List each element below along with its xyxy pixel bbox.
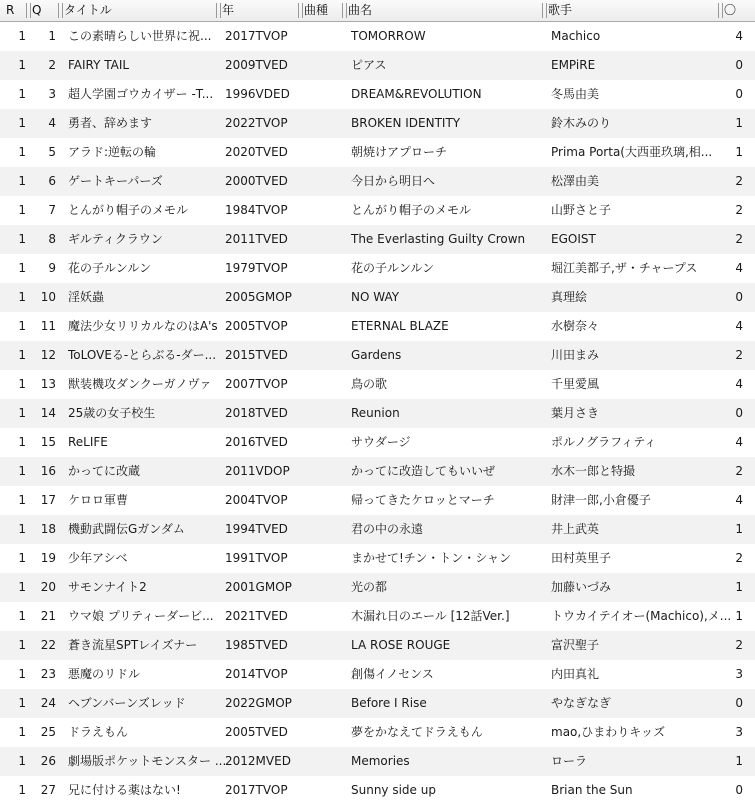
cell-artist: 田村英里子 <box>551 551 612 565</box>
cell-title: ヘブンバーンズレッド <box>68 696 186 710</box>
cell-q: 2 <box>48 58 56 72</box>
cell-count: 3 <box>735 667 743 681</box>
cell-year: 2005 <box>225 319 256 333</box>
cell-year: 2022 <box>225 116 256 130</box>
cell-count: 4 <box>735 435 743 449</box>
cell-song: 今日から明日へ <box>351 174 436 188</box>
cell-genre: VDOP <box>255 464 290 478</box>
cell-q: 6 <box>48 174 56 188</box>
cell-artist: やなぎなぎ <box>551 696 612 710</box>
cell-count: 2 <box>735 551 743 565</box>
cell-q: 25 <box>40 725 56 739</box>
cell-artist: EGOIST <box>551 232 596 246</box>
table-row[interactable] <box>0 718 755 747</box>
cell-title: ReLIFE <box>68 435 108 449</box>
cell-r: 1 <box>18 406 26 420</box>
cell-artist: 冬馬由美 <box>551 87 600 101</box>
cell-count: 1 <box>735 580 743 594</box>
table-row[interactable] <box>0 515 755 544</box>
cell-song: BROKEN IDENTITY <box>351 116 461 130</box>
cell-year: 2009 <box>225 58 256 72</box>
table-row[interactable] <box>0 602 755 631</box>
column-header-artist[interactable]: 歌手 <box>542 0 718 21</box>
cell-title: 花の子ルンルン <box>68 261 152 275</box>
cell-year: 2018 <box>225 406 256 420</box>
cell-r: 1 <box>18 377 26 391</box>
cell-song: 帰ってきたケロッとマーチ <box>351 493 495 507</box>
cell-title: ドラえもん <box>68 725 129 739</box>
cell-song: Reunion <box>351 406 400 420</box>
column-header-bar <box>0 0 755 22</box>
cell-year: 2011 <box>225 232 256 246</box>
cell-title: 淫妖蟲 <box>68 290 105 304</box>
cell-q: 21 <box>40 609 56 623</box>
cell-r: 1 <box>18 290 26 304</box>
cell-title: 悪魔のリドル <box>68 667 141 681</box>
cell-r: 1 <box>18 725 26 739</box>
cell-title: ケロロ軍曹 <box>68 493 129 507</box>
table-row[interactable] <box>0 457 755 486</box>
cell-song: Gardens <box>351 348 402 362</box>
cell-artist: 水樹奈々 <box>551 319 600 333</box>
table-row[interactable] <box>0 22 755 51</box>
cell-q: 16 <box>40 464 56 478</box>
cell-q: 23 <box>40 667 56 681</box>
cell-r: 1 <box>18 319 26 333</box>
cell-count: 0 <box>735 783 743 797</box>
cell-q: 4 <box>48 116 56 130</box>
cell-song: ピアス <box>351 58 387 72</box>
cell-r: 1 <box>18 87 26 101</box>
table-row[interactable] <box>0 341 755 370</box>
cell-year: 1979 <box>225 261 256 275</box>
cell-year: 2014 <box>225 667 256 681</box>
cell-song: 夢をかなえてドラえもん <box>351 725 483 739</box>
cell-genre: GMOP <box>255 290 292 304</box>
cell-title: とんがり帽子のメモル <box>68 203 189 217</box>
cell-song: 君の中の永遠 <box>351 522 424 536</box>
cell-artist: EMPiRE <box>551 58 596 72</box>
cell-q: 13 <box>40 377 56 391</box>
cell-q: 22 <box>40 638 56 652</box>
cell-r: 1 <box>18 493 26 507</box>
cell-q: 10 <box>40 290 56 304</box>
cell-artist: 真理絵 <box>551 290 588 304</box>
cell-artist: 千里愛風 <box>551 377 600 391</box>
cell-count: 0 <box>735 58 743 72</box>
cell-count: 1 <box>735 754 743 768</box>
cell-genre: TVOP <box>255 377 288 391</box>
cell-year: 1996 <box>225 87 256 101</box>
cell-q: 20 <box>40 580 56 594</box>
cell-year: 2017 <box>225 783 256 797</box>
cell-song: 創傷イノセンス <box>351 667 434 681</box>
cell-r: 1 <box>18 116 26 130</box>
cell-genre: MVED <box>255 754 291 768</box>
table-row[interactable] <box>0 631 755 660</box>
cell-genre: TVED <box>255 435 288 449</box>
cell-song: DREAM&REVOLUTION <box>351 87 482 101</box>
column-header-year[interactable]: 年 <box>216 0 298 21</box>
table-row[interactable] <box>0 51 755 80</box>
cell-genre: TVOP <box>255 667 288 681</box>
cell-title: 魔法少女リリカルなのはA's <box>68 319 218 333</box>
cell-q: 7 <box>48 203 56 217</box>
cell-q: 5 <box>48 145 56 159</box>
cell-r: 1 <box>18 145 26 159</box>
cell-title: 超人学園ゴウカイザー -T... <box>68 87 214 101</box>
cell-artist: 松澤由美 <box>551 174 600 188</box>
cell-r: 1 <box>18 348 26 362</box>
cell-count: 2 <box>735 638 743 652</box>
cell-r: 1 <box>18 522 26 536</box>
cell-genre: TVOP <box>255 493 288 507</box>
cell-song: 木漏れ日のエール [12話Ver.] <box>351 609 510 623</box>
cell-genre: TVOP <box>255 551 288 565</box>
cell-song: NO WAY <box>351 290 400 304</box>
cell-count: 2 <box>735 348 743 362</box>
cell-artist: トウカイテイオー(Machico),メ... <box>551 609 732 623</box>
cell-artist: 川田まみ <box>551 348 600 362</box>
cell-year: 2000 <box>225 174 256 188</box>
cell-year: 2016 <box>225 435 256 449</box>
cell-title: 25歳の女子校生 <box>68 406 156 420</box>
cell-q: 3 <box>48 87 56 101</box>
cell-song: 光の都 <box>351 580 388 594</box>
cell-r: 1 <box>18 435 26 449</box>
cell-r: 1 <box>18 464 26 478</box>
cell-year: 1994 <box>225 522 256 536</box>
cell-count: 0 <box>735 406 743 420</box>
cell-title: FAIRY TAIL <box>68 58 130 72</box>
cell-count: 1 <box>735 522 743 536</box>
table-row[interactable] <box>0 428 755 457</box>
table-row[interactable] <box>0 283 755 312</box>
cell-q: 17 <box>40 493 56 507</box>
cell-title: 少年アシベ <box>68 551 128 565</box>
cell-year: 2021 <box>225 609 256 623</box>
column-header-q[interactable]: Q <box>26 0 58 21</box>
cell-count: 2 <box>735 203 743 217</box>
cell-r: 1 <box>18 667 26 681</box>
cell-genre: TVED <box>255 58 288 72</box>
cell-song: 朝焼けアプローチ <box>351 145 448 159</box>
cell-count: 4 <box>735 319 743 333</box>
cell-year: 2012 <box>225 754 256 768</box>
cell-count: 4 <box>735 493 743 507</box>
cell-count: 4 <box>735 377 743 391</box>
cell-q: 11 <box>40 319 56 333</box>
cell-song: 鳥の歌 <box>351 377 388 391</box>
cell-genre: TVED <box>255 522 288 536</box>
cell-song: LA ROSE ROUGE <box>351 638 451 652</box>
cell-artist: 加藤いづみ <box>551 580 612 594</box>
cell-genre: GMOP <box>255 580 292 594</box>
cell-genre: TVOP <box>255 203 288 217</box>
cell-song: サウダージ <box>351 435 411 449</box>
cell-count: 0 <box>735 290 743 304</box>
cell-count: 3 <box>735 725 743 739</box>
cell-q: 9 <box>48 261 56 275</box>
table-row[interactable] <box>0 225 755 254</box>
cell-year: 2020 <box>225 145 256 159</box>
cell-r: 1 <box>18 783 26 797</box>
cell-year: 1985 <box>225 638 256 652</box>
cell-title: 獣装機攻ダンクーガノヴァ <box>68 377 212 391</box>
cell-q: 24 <box>40 696 56 710</box>
cell-genre: TVOP <box>255 116 288 130</box>
cell-genre: TVED <box>255 145 288 159</box>
cell-song: Before I Rise <box>351 696 427 710</box>
cell-artist: 堀江美都子,ザ・チャープス <box>551 261 698 275</box>
cell-artist: 井上武英 <box>551 522 600 536</box>
cell-song: とんがり帽子のメモル <box>351 203 472 217</box>
table-row[interactable] <box>0 544 755 573</box>
table-row[interactable] <box>0 196 755 225</box>
cell-q: 19 <box>40 551 56 565</box>
table-row[interactable] <box>0 138 755 167</box>
cell-genre: VDED <box>255 87 290 101</box>
cell-r: 1 <box>18 580 26 594</box>
cell-artist: Brian the Sun <box>551 783 633 797</box>
cell-r: 1 <box>18 754 26 768</box>
table-row[interactable] <box>0 109 755 138</box>
cell-title: かってに改蔵 <box>68 464 141 478</box>
column-header-title[interactable]: タイトル <box>58 0 216 21</box>
cell-year: 2004 <box>225 493 256 507</box>
cell-song: かってに改造してもいいぜ <box>351 464 496 478</box>
cell-song: ETERNAL BLAZE <box>351 319 449 333</box>
cell-artist: 水木一郎と特撮 <box>551 464 636 478</box>
grid-body <box>0 22 755 805</box>
cell-count: 1 <box>735 145 743 159</box>
cell-year: 1991 <box>225 551 256 565</box>
cell-genre: TVOP <box>255 783 288 797</box>
cell-artist: 富沢聖子 <box>551 638 600 652</box>
cell-r: 1 <box>18 58 26 72</box>
cell-genre: TVED <box>255 638 288 652</box>
cell-artist: mao,ひまわりキッズ <box>551 725 665 739</box>
cell-genre: TVED <box>255 725 288 739</box>
cell-q: 8 <box>48 232 56 246</box>
cell-song: TOMORROW <box>351 29 426 43</box>
cell-title: この素晴らしい世界に祝... <box>68 29 212 43</box>
cell-title: 蒼き流星SPTレイズナー <box>68 638 198 652</box>
table-row[interactable] <box>0 254 755 283</box>
cell-count: 4 <box>735 29 743 43</box>
table-row[interactable] <box>0 399 755 428</box>
cell-title: 兄に付ける薬はない! <box>68 783 181 797</box>
cell-genre: TVED <box>255 406 288 420</box>
cell-r: 1 <box>18 29 26 43</box>
cell-q: 27 <box>40 783 56 797</box>
cell-count: 4 <box>735 261 743 275</box>
cell-genre: TVOP <box>255 261 288 275</box>
cell-title: アラド:逆転の輪 <box>68 145 157 159</box>
cell-artist: Machico <box>551 29 601 43</box>
cell-artist: 内田真礼 <box>551 667 600 681</box>
cell-r: 1 <box>18 696 26 710</box>
cell-genre: TVOP <box>255 319 288 333</box>
cell-artist: 鈴木みのり <box>551 116 612 130</box>
cell-title: サモンナイト2 <box>68 580 147 594</box>
cell-title: ギルティクラウン <box>68 232 163 246</box>
cell-year: 2007 <box>225 377 256 391</box>
cell-year: 2001 <box>225 580 256 594</box>
cell-genre: TVOP <box>255 29 288 43</box>
cell-r: 1 <box>18 638 26 652</box>
table-row[interactable] <box>0 747 755 776</box>
cell-q: 1 <box>48 29 56 43</box>
cell-genre: TVED <box>255 232 288 246</box>
table-row[interactable] <box>0 486 755 515</box>
cell-song: まかせて!チン・トン・シャン <box>351 551 511 565</box>
cell-genre: TVED <box>255 174 288 188</box>
cell-year: 2022 <box>225 696 256 710</box>
cell-artist: 財津一郎,小倉優子 <box>551 493 651 507</box>
cell-artist: Prima Porta(大西亜玖璃,相... <box>551 145 713 159</box>
cell-r: 1 <box>18 551 26 565</box>
cell-song: Memories <box>351 754 410 768</box>
cell-count: 1 <box>735 116 743 130</box>
cell-q: 15 <box>40 435 56 449</box>
cell-title: 勇者、辞めます <box>68 116 153 130</box>
cell-r: 1 <box>18 609 26 623</box>
cell-song: The Everlasting Guilty Crown <box>351 232 526 246</box>
cell-artist: 山野さと子 <box>551 203 612 217</box>
cell-count: 1 <box>735 609 743 623</box>
cell-artist: 葉月さき <box>551 406 600 420</box>
table-row[interactable] <box>0 312 755 341</box>
cell-artist: ローラ <box>551 754 588 768</box>
cell-count: 2 <box>735 174 743 188</box>
cell-year: 1984 <box>225 203 256 217</box>
cell-title: ゲートキーパーズ <box>68 174 163 188</box>
cell-title: ウマ娘 プリティーダービ... <box>68 609 214 623</box>
cell-q: 12 <box>40 348 56 362</box>
cell-genre: GMOP <box>255 696 292 710</box>
cell-r: 1 <box>18 174 26 188</box>
table-row[interactable] <box>0 370 755 399</box>
cell-r: 1 <box>18 203 26 217</box>
table-row[interactable] <box>0 689 755 718</box>
cell-year: 2005 <box>225 725 256 739</box>
cell-count: 2 <box>735 232 743 246</box>
table-row[interactable] <box>0 776 755 805</box>
cell-song: 花の子ルンルン <box>351 261 435 275</box>
cell-year: 2015 <box>225 348 256 362</box>
table-row[interactable] <box>0 573 755 602</box>
cell-count: 0 <box>735 696 743 710</box>
column-header-genre[interactable]: 曲種 <box>298 0 342 21</box>
cell-title: ToLOVEる-とらぶる-ダー... <box>68 348 217 362</box>
table-row[interactable] <box>0 80 755 109</box>
cell-count: 0 <box>735 87 743 101</box>
cell-q: 14 <box>40 406 56 420</box>
cell-r: 1 <box>18 232 26 246</box>
column-header-r[interactable]: R <box>6 3 15 17</box>
cell-q: 26 <box>40 754 56 768</box>
column-header-count[interactable]: 〇 <box>718 0 755 21</box>
table-row[interactable] <box>0 660 755 689</box>
cell-year: 2005 <box>225 290 256 304</box>
table-row[interactable] <box>0 167 755 196</box>
cell-count: 2 <box>735 464 743 478</box>
cell-q: 18 <box>40 522 56 536</box>
cell-song: Sunny side up <box>351 783 436 797</box>
cell-title: 劇場版ポケットモンスター ... <box>68 754 227 768</box>
cell-genre: TVED <box>255 609 288 623</box>
column-header-song[interactable]: 曲名 <box>342 0 542 21</box>
cell-title: 機動武闘伝Gガンダム <box>68 522 185 536</box>
cell-year: 2017 <box>225 29 256 43</box>
cell-r: 1 <box>18 261 26 275</box>
cell-year: 2011 <box>225 464 256 478</box>
cell-artist: ポルノグラフィティ <box>551 435 657 449</box>
cell-genre: TVED <box>255 348 288 362</box>
